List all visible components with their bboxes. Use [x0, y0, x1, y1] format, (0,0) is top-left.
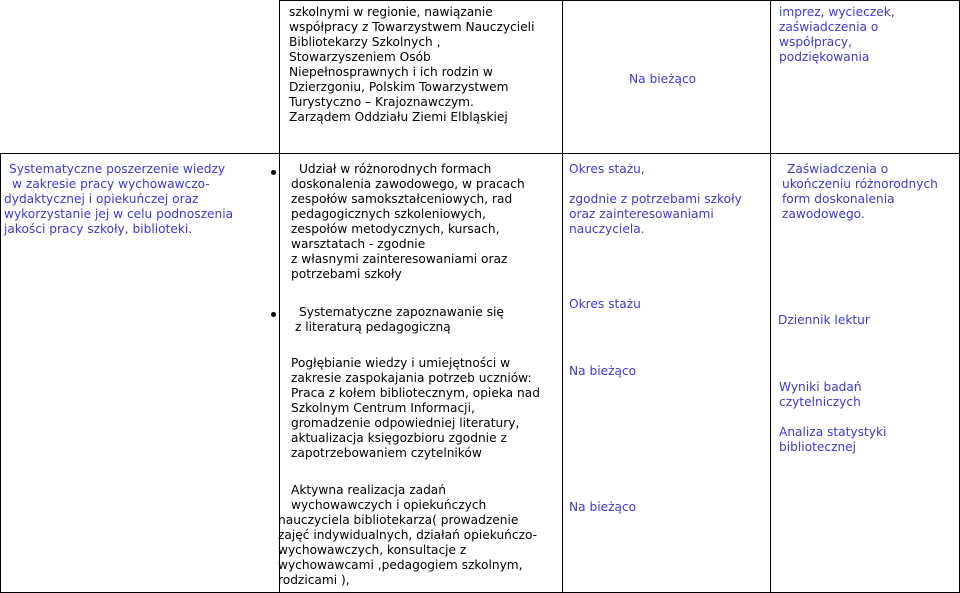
text-line: rodzicami ),	[278, 573, 350, 587]
text-line: z własnymi zainteresowaniami oraz	[291, 252, 508, 266]
text-line: ukończeniu różnorodnych	[782, 177, 938, 191]
text-line: pedagogicznych szkoleniowych,	[291, 207, 486, 221]
text-line: Zaświadczenia o	[787, 162, 889, 176]
top-activity-cell	[289, 5, 534, 125]
text-line: z literaturą pedagogiczną	[295, 320, 451, 334]
text-line: Na bieżąco	[569, 364, 637, 378]
text-line: Pogłębianie wiedzy i umiejętności w	[291, 356, 511, 370]
bullet-icon	[271, 170, 276, 175]
text-line: Turystyczno – Krajoznawczym.	[289, 95, 474, 109]
text-line: Stowarzyszeniem Osób	[289, 50, 431, 64]
text-line: zakresie zaspokajania potrzeb uczniów:	[291, 371, 532, 385]
text-line: Wyniki badań	[779, 380, 862, 394]
text-line: wykorzystanie jej w celu podnoszenia	[4, 207, 234, 221]
text-line: form doskonalenia	[782, 192, 895, 206]
text-line: Systematyczne zapoznawanie się	[299, 305, 504, 319]
text-line: w zakresie pracy wychowawczo-	[12, 177, 210, 191]
text-line: imprez, wycieczek,	[779, 5, 895, 19]
text-line: bibliotecznej	[779, 440, 857, 454]
text-line: Systematyczne poszerzenie wiedzy	[9, 162, 226, 176]
text-line: doskonalenia zawodowego, w pracach	[291, 177, 525, 191]
text-line: współpracy z Towarzystwem Nauczycieli	[289, 20, 535, 34]
text-line: zgodnie z potrzebami szkoły	[569, 192, 742, 206]
text-line: oraz zainteresowaniami	[569, 207, 714, 221]
text-line: podziękowania	[779, 50, 870, 64]
text-line: zajęć indywidualnych, działań opiekuńczo-	[278, 528, 538, 542]
text-line: Niepełnosprawnych i ich rodzin w	[289, 65, 493, 79]
task-2-evidence-cell	[778, 313, 870, 328]
task-4-cell	[278, 483, 537, 588]
text-line	[569, 177, 742, 192]
text-line: warsztatach - zgodnie	[291, 237, 426, 251]
text-line: zaświadczenia o	[779, 20, 879, 34]
text-line: Zarządem Oddziału Ziemi Elbląskiej	[289, 110, 508, 124]
text-line: czytelniczych	[779, 395, 861, 409]
bullet-icon	[271, 312, 276, 317]
text-line: potrzebami szkoły	[291, 267, 402, 281]
text-line: Dzierzgoniu, Polskim Towarzystwem	[289, 80, 509, 94]
task-1-term-cell	[569, 162, 742, 237]
text-line: zawodowego.	[782, 207, 865, 221]
text-line: zespołów metodycznych, kursach,	[291, 222, 500, 236]
text-line: zapotrzebowaniem czytelników	[291, 446, 482, 460]
text-line: Dziennik lektur	[778, 313, 870, 327]
task-3-cell	[291, 356, 540, 461]
text-line: Okres stażu	[569, 297, 641, 311]
task-3-evidence-cell	[779, 380, 886, 455]
goal-cell	[4, 162, 233, 237]
text-line: jakości pracy szkoły, biblioteki.	[4, 222, 193, 236]
text-line	[779, 410, 886, 425]
top-term-cell	[629, 72, 696, 87]
text-line: zespołów samokształceniowych, rad	[291, 192, 513, 206]
text-line: nauczyciela bibliotekarza( prowadzenie	[278, 513, 519, 527]
text-line: wychowawcami ,pedagogiem szkolnym,	[278, 558, 523, 572]
text-line: Udział w różnorodnych formach	[299, 162, 492, 176]
text-line: Na bieżąco	[569, 500, 637, 514]
text-line: nauczyciela.	[569, 222, 645, 236]
term-text: Na bieżąco	[629, 72, 697, 86]
text-line: szkolnymi w regionie, nawiązanie	[289, 5, 493, 19]
text-line: współpracy,	[779, 35, 852, 49]
column-separator-2	[562, 0, 563, 593]
text-line: Okres stażu,	[569, 162, 645, 176]
text-line: wychowawczych, konsultacje z	[278, 543, 467, 557]
row-separator	[0, 153, 960, 154]
text-line: Praca z kołem bibliotecznym, opieka nad	[291, 386, 540, 400]
text-line: wychowawczych i opiekuńczych	[291, 498, 487, 512]
text-line: dydaktycznej i opiekuńczej oraz	[4, 192, 199, 206]
task-4-term-cell	[569, 500, 636, 515]
text-line: gromadzenie odpowiedniej literatury,	[291, 416, 520, 430]
column-separator-0	[0, 153, 1, 593]
task-1-evidence-cell	[782, 162, 938, 222]
text-line: Analiza statystyki	[779, 425, 887, 439]
task-2-cell	[295, 305, 504, 335]
text-line: Bibliotekarzy Szkolnych ,	[289, 35, 441, 49]
column-separator-3	[770, 0, 771, 593]
table-top-border	[279, 0, 960, 1]
task-2-term-cell	[569, 297, 641, 312]
text-line: Szkolnym Centrum Informacji,	[291, 401, 475, 415]
task-3-term-cell	[569, 364, 636, 379]
text-line: Aktywna realizacja zadań	[291, 483, 446, 497]
task-1-cell	[291, 162, 525, 282]
text-line: aktualizacja księgozbioru zgodnie z	[291, 431, 507, 445]
top-evidence-cell	[779, 5, 895, 65]
